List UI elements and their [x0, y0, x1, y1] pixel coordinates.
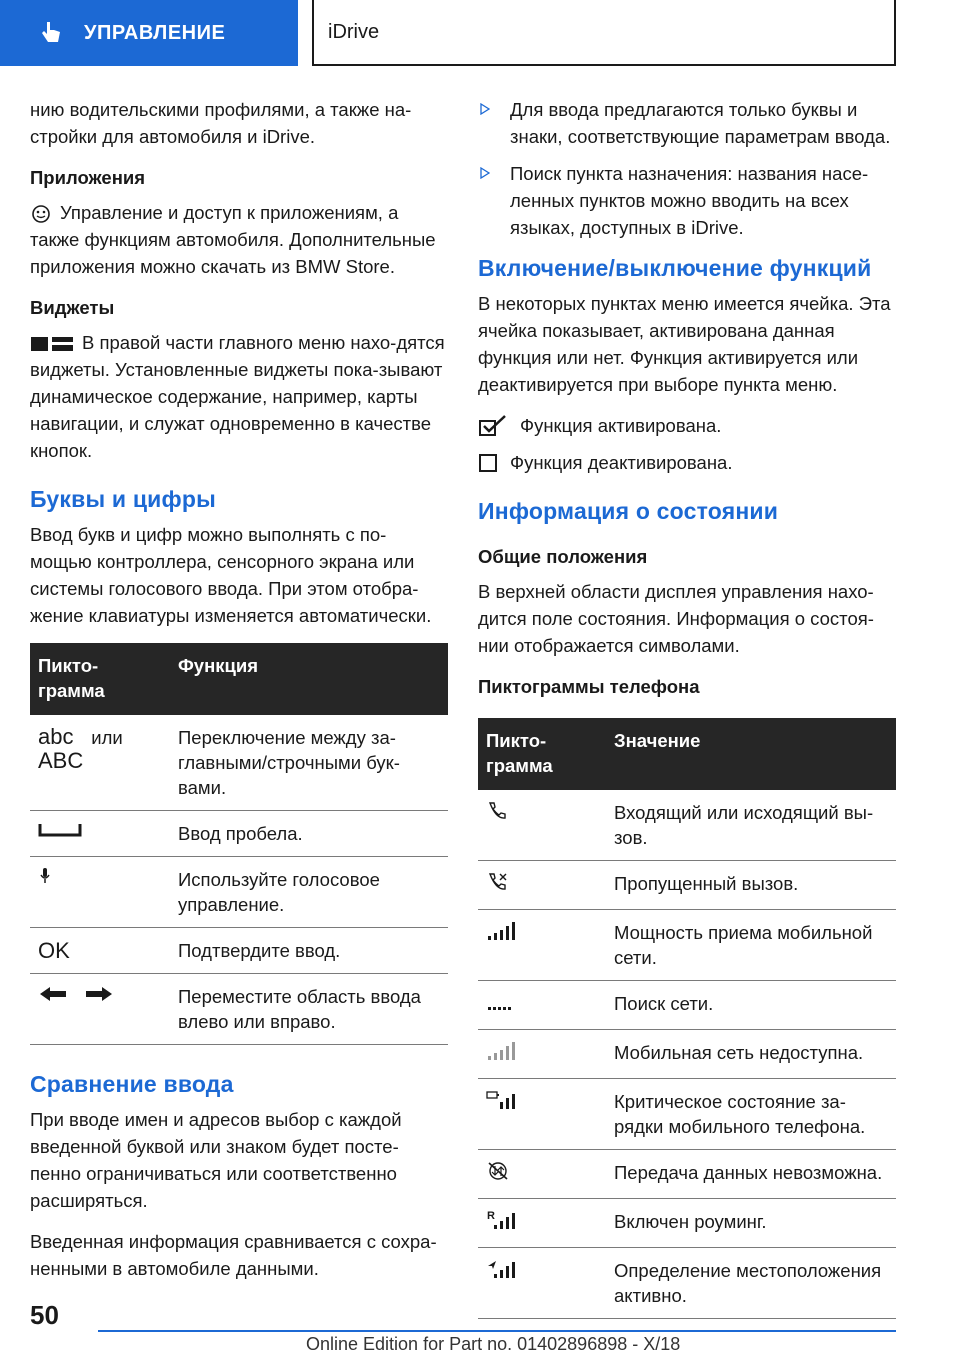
bullet-text: Для ввода предлагаются только буквы и знаки, соответствующие параметрам ввода.: [510, 99, 891, 147]
status-heading: Информация о состоянии: [478, 498, 779, 524]
no-data-icon: [486, 1160, 510, 1182]
row-text: Мобильная сеть недоступна.: [606, 1030, 896, 1079]
table-row: [478, 1150, 896, 1199]
chapter-title: [312, 0, 896, 66]
row-text: Мощность приема мобильной сети.: [606, 910, 896, 981]
row-text: Пропущенный вызов.: [606, 861, 896, 910]
table-header-row: [478, 718, 896, 790]
table-row: [30, 857, 448, 928]
table-row: [478, 910, 896, 981]
apps-text: Управление и доступ к приложениям, а также функциям автомобиля. Дополнительные приложения можно скачать из BMW Store.: [30, 202, 436, 277]
widgets-icon: [30, 335, 74, 353]
apps-heading: Приложения: [30, 167, 146, 188]
table-row: [478, 1030, 896, 1079]
checkbox-empty-icon: [478, 453, 498, 473]
compare-heading: Сравнение ввода: [30, 1071, 234, 1097]
table-row: [30, 974, 448, 1045]
table-row: [478, 1248, 896, 1319]
letters-table: [30, 643, 448, 1045]
table-row: [478, 790, 896, 861]
left-column: [30, 96, 448, 1296]
compare-text-1: При вводе имен и адресов выбор с каждой введенной буквой или знаком будет посте-пенно ограничиваться или соответственно расширяться.: [30, 1109, 402, 1211]
arrows-icon: [38, 984, 114, 1004]
right-column: [478, 96, 896, 1319]
row-text: Определение местоположения активно.: [606, 1248, 896, 1319]
row-text: Входящий или исходящий вы-зов.: [606, 790, 896, 861]
triangle-bullet-icon: [480, 103, 490, 115]
widgets-heading: Виджеты: [30, 297, 115, 318]
signal-strength-icon: [486, 920, 516, 942]
list-item: [478, 96, 896, 150]
row-text: Критическое состояние за-рядки мобильного телефона.: [606, 1079, 896, 1150]
row-text: Переместите область ввода влево или вправо.: [170, 974, 448, 1045]
inactive-label: Функция деактивирована.: [510, 452, 733, 473]
table-row: [30, 928, 448, 974]
svg-text:R: R: [487, 1210, 495, 1222]
table-header-icon: Пикто-грамма: [478, 718, 606, 790]
battery-low-icon: [486, 1089, 516, 1111]
abc-label: abc: [38, 724, 74, 749]
network-search-icon: [486, 991, 512, 1013]
widgets-text: В правой части главного меню нахо-дятся виджеты. Установленные виджеты пока-зывают динамическое содержание, например, карты навигации, и служат одновременно в качестве кнопок.: [30, 332, 445, 461]
table-row: [478, 981, 896, 1030]
or-label: или: [91, 727, 123, 748]
table-row: [30, 811, 448, 857]
table-row: [478, 861, 896, 910]
compare-text-2: Введенная информация сравнивается с сохра-ненными в автомобиле данными.: [30, 1231, 437, 1279]
bullet-list: [478, 96, 896, 241]
table-row: [478, 1079, 896, 1150]
table-header-meaning: Значение: [606, 718, 896, 790]
table-header-icon: Пикто-грамма: [30, 643, 170, 715]
apps-icon: [30, 204, 52, 224]
list-item: [478, 160, 896, 241]
row-text: Используйте голосовое управление.: [170, 857, 448, 928]
chapter-label: iDrive: [328, 20, 380, 43]
bullet-text: Поиск пункта назначения: названия насе-ленных пунктов можно вводить на всех языках, доступных в iDrive.: [510, 163, 869, 238]
table-row: [30, 715, 448, 811]
row-text: Включен роуминг.: [606, 1199, 896, 1248]
row-text: Поиск сети.: [606, 981, 896, 1030]
footer-divider: [98, 1330, 896, 1332]
phone-call-icon: [486, 800, 508, 822]
ABC-label: ABC: [38, 748, 84, 773]
checkbox-checked-icon: [478, 415, 508, 437]
page-number: 50: [30, 1300, 59, 1330]
hand-icon: [38, 20, 64, 46]
toggle-heading: Включение/выключение функций: [478, 255, 872, 281]
letters-text: Ввод букв и цифр можно выполнять с по-мощью контроллера, сенсорного экрана или системы голосового ввода. При этом отобра-жение клавиатуры изменяется автоматически.: [30, 524, 432, 626]
roaming-icon: [486, 1209, 516, 1231]
page-header: [0, 0, 960, 66]
phone-table: [478, 718, 896, 1319]
active-label: Функция активирована.: [520, 415, 722, 436]
general-heading: Общие положения: [478, 546, 648, 567]
section-title: УПРАВЛЕНИЕ: [84, 21, 226, 44]
ok-icon: OK: [38, 938, 70, 963]
triangle-bullet-icon: [480, 167, 490, 179]
general-text: В верхней области дисплея управления нахо-дится поле состояния. Информация о состоя-нии отображается символами.: [478, 581, 874, 656]
abc-ABC-icon: [30, 715, 170, 811]
row-text: Ввод пробела.: [170, 811, 448, 857]
no-network-icon: [486, 1040, 516, 1062]
location-icon: [486, 1258, 516, 1280]
intro-text: нию водительскими профилями, а также на-стройки для автомобиля и iDrive.: [30, 99, 412, 147]
table-header-function: Функция: [170, 643, 448, 715]
space-icon: [38, 821, 82, 839]
active-state: [478, 412, 896, 439]
row-text: Подтвердите ввод.: [170, 928, 448, 974]
letters-heading: Буквы и цифры: [30, 486, 216, 512]
table-row: [478, 1199, 896, 1248]
widgets-paragraph: [30, 329, 448, 464]
table-header-row: [30, 643, 448, 715]
edition-text: Online Edition for Part no. 01402896898 - X/18: [306, 1334, 681, 1354]
missed-call-icon: [486, 871, 508, 893]
row-text: Передача данных невозможна.: [606, 1150, 896, 1199]
apps-paragraph: [30, 199, 448, 280]
microphone-icon: [38, 867, 52, 887]
row-text: Переключение между за-главными/строчными бук-вами.: [170, 715, 448, 811]
section-tab: [0, 0, 298, 66]
toggle-text: В некоторых пунктах меню имеется ячейка. Эта ячейка показывает, активирована данная функция или нет. Функция активируется или деактивируется при выборе пункта меню.: [478, 293, 891, 395]
phone-heading: Пиктограммы телефона: [478, 676, 700, 697]
inactive-state: [478, 449, 896, 476]
